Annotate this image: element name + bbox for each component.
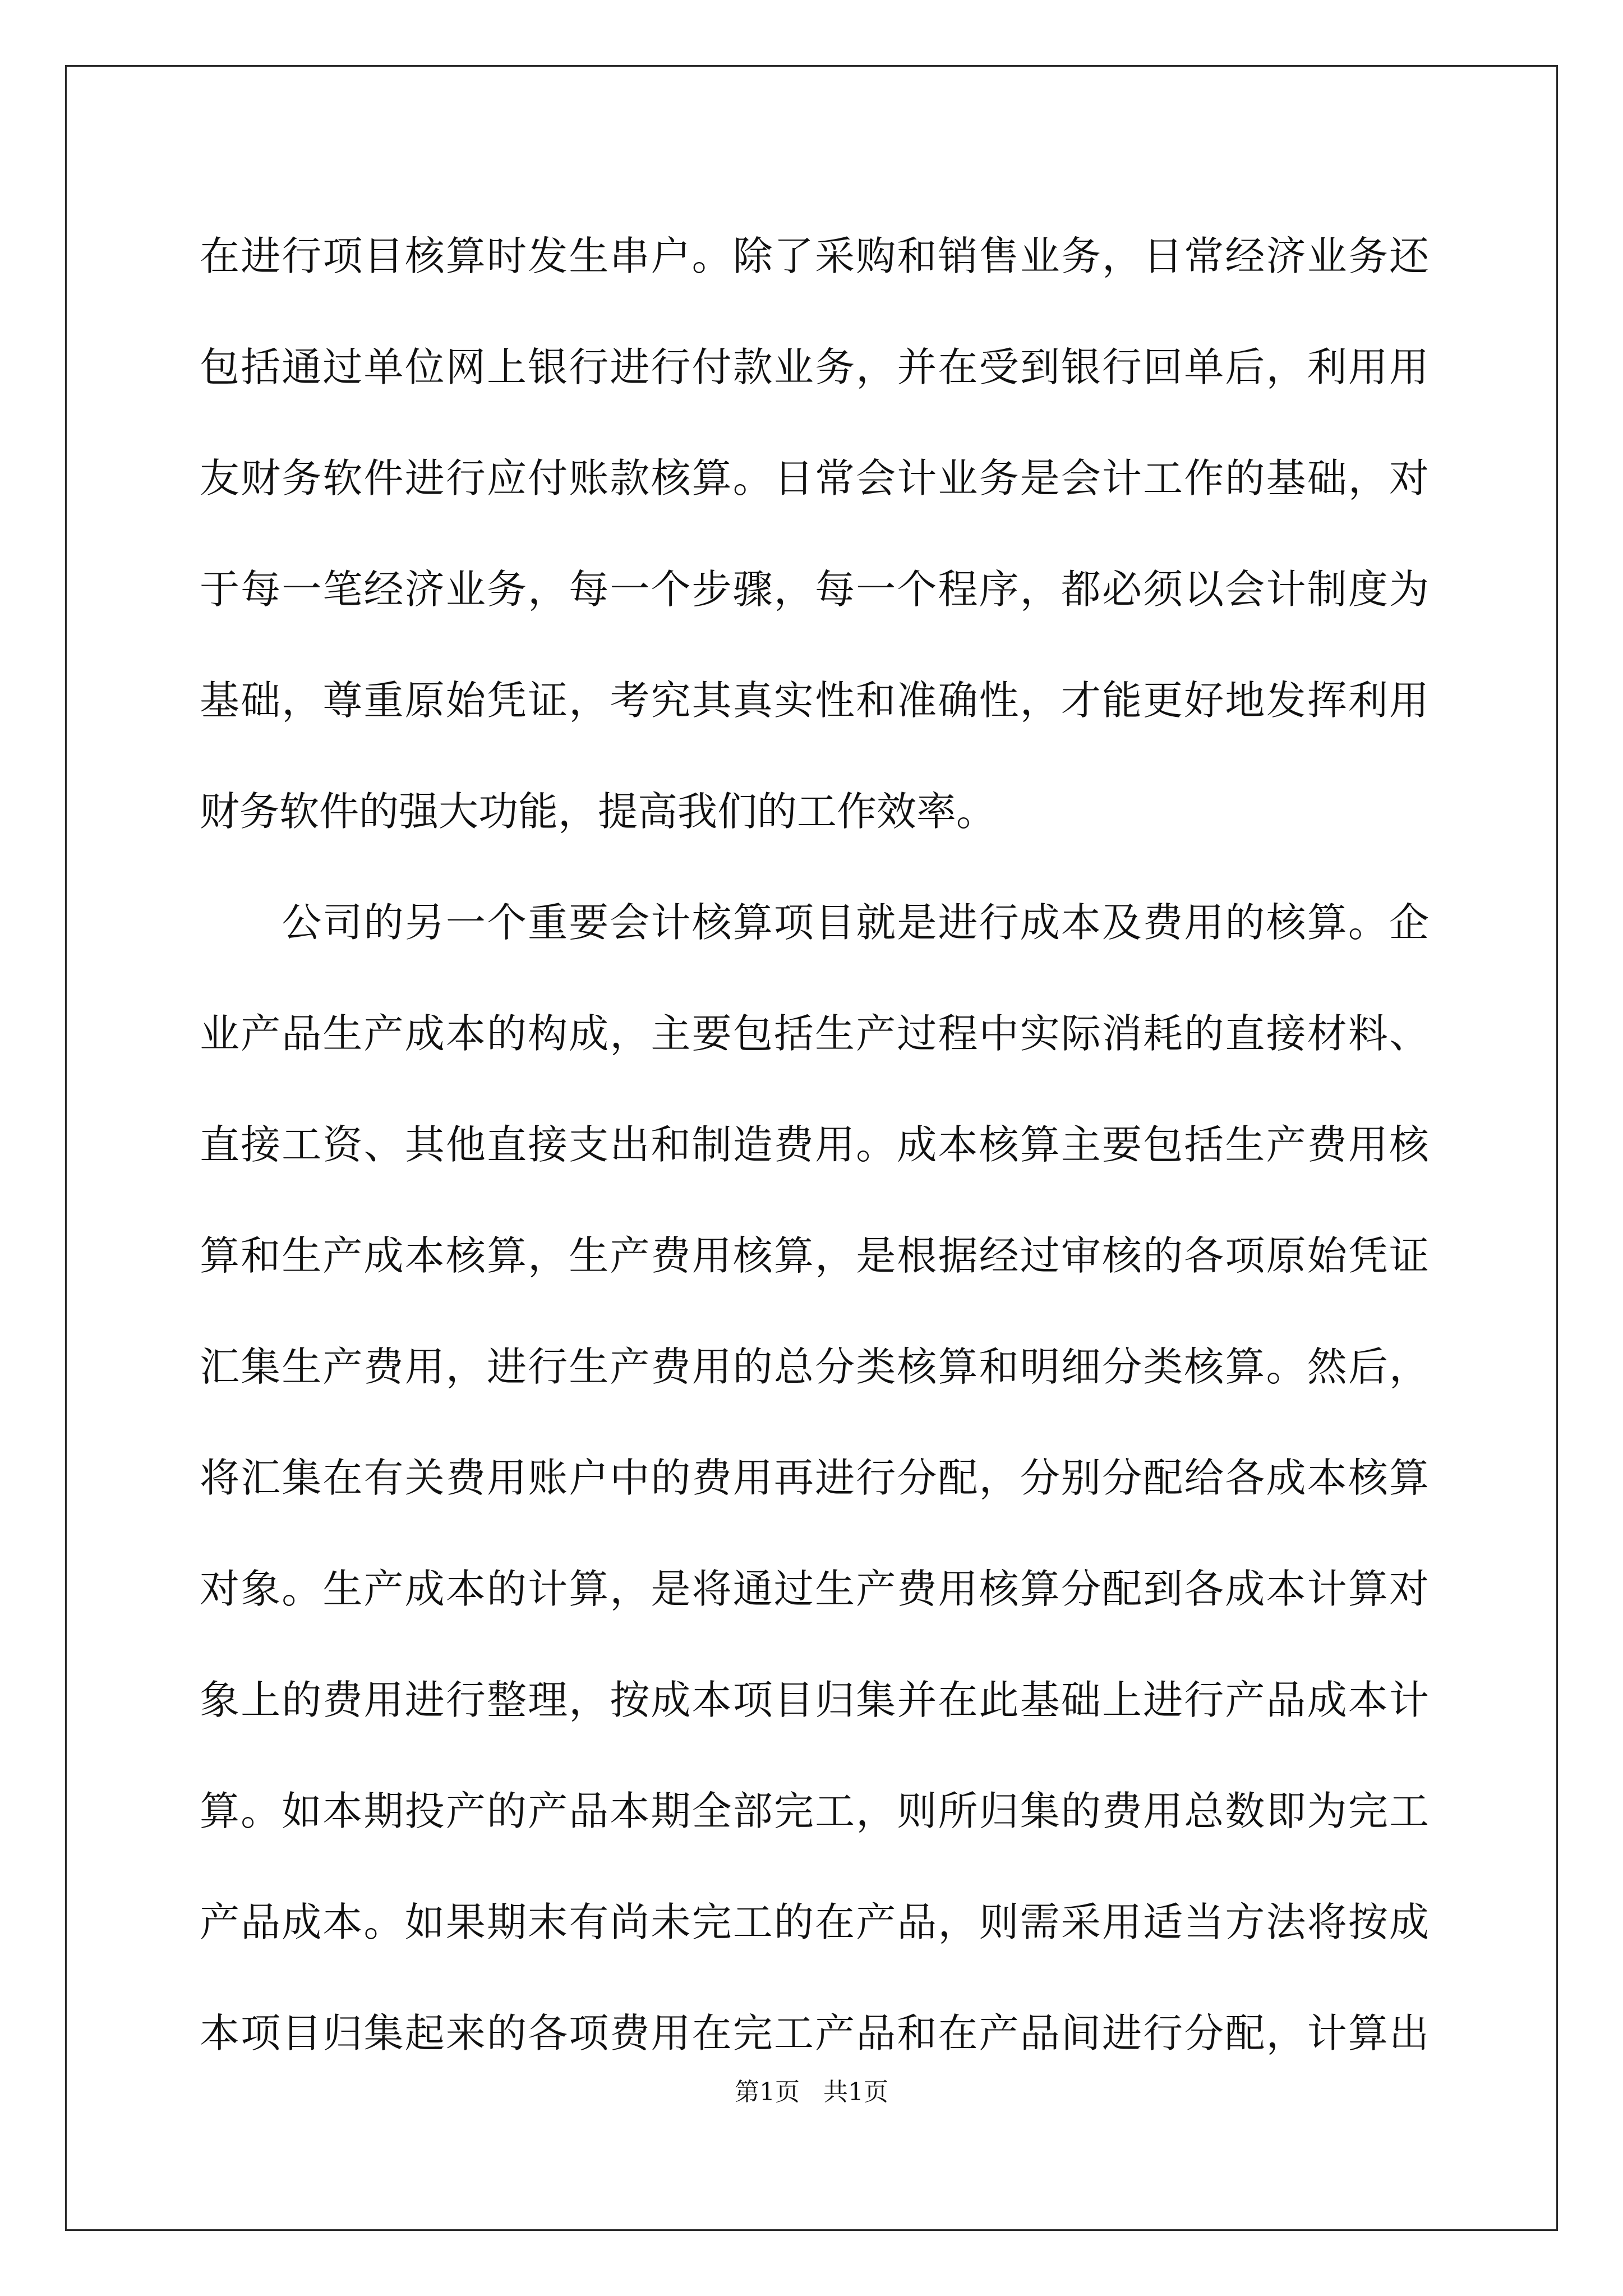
page-footer: 第1页 共1页 xyxy=(735,2078,888,2106)
text-line: 算。如本期投产的产品本期全部完工，则所归集的费用总数即为完工 xyxy=(200,1788,1429,1834)
text-line: 将汇集在有关费用账户中的费用再进行分配，分别分配给各成本核算 xyxy=(200,1455,1429,1501)
text-line: 对象。生产成本的计算，是将通过生产费用核算分配到各成本计算对 xyxy=(200,1566,1429,1612)
text-line: 在进行项目核算时发生串户。除了采购和销售业务，日常经济业务还 xyxy=(200,233,1429,279)
text-line: 汇集生产费用，进行生产费用的总分类核算和明细分类核算。然后， xyxy=(200,1343,1429,1390)
text-line: 公司的另一个重要会计核算项目就是进行成本及费用的核算。企 xyxy=(200,899,1429,946)
text-line: 本项目归集起来的各项费用在完工产品和在产品间进行分配，计算出 xyxy=(200,2010,1429,2056)
text-line: 包括通过单位网上银行进行付款业务，并在受到银行回单后，利用用 xyxy=(200,344,1429,390)
document-body xyxy=(200,201,1429,2089)
text-line: 财务软件的强大功能，提高我们的工作效率。 xyxy=(200,788,997,835)
text-line: 基础，尊重原始凭证，考究其真实性和准确性，才能更好地发挥利用 xyxy=(200,677,1429,724)
text-line: 友财务软件进行应付账款核算。日常会计业务是会计工作的基础，对 xyxy=(200,455,1429,501)
text-line: 直接工资、其他直接支出和制造费用。成本核算主要包括生产费用核 xyxy=(200,1121,1429,1168)
text-line: 产品成本。如果期末有尚未完工的在产品，则需采用适当方法将按成 xyxy=(200,1899,1429,1945)
text-line: 象上的费用进行整理，按成本项目归集并在此基础上进行产品成本计 xyxy=(200,1677,1429,1723)
text-line: 算和生产成本核算，生产费用核算，是根据经过审核的各项原始凭证 xyxy=(200,1232,1429,1279)
text-line: 业产品生产成本的构成，主要包括生产过程中实际消耗的直接材料、 xyxy=(200,1010,1429,1057)
text-line: 于每一笔经济业务，每一个步骤，每一个程序，都必须以会计制度为 xyxy=(200,566,1429,613)
